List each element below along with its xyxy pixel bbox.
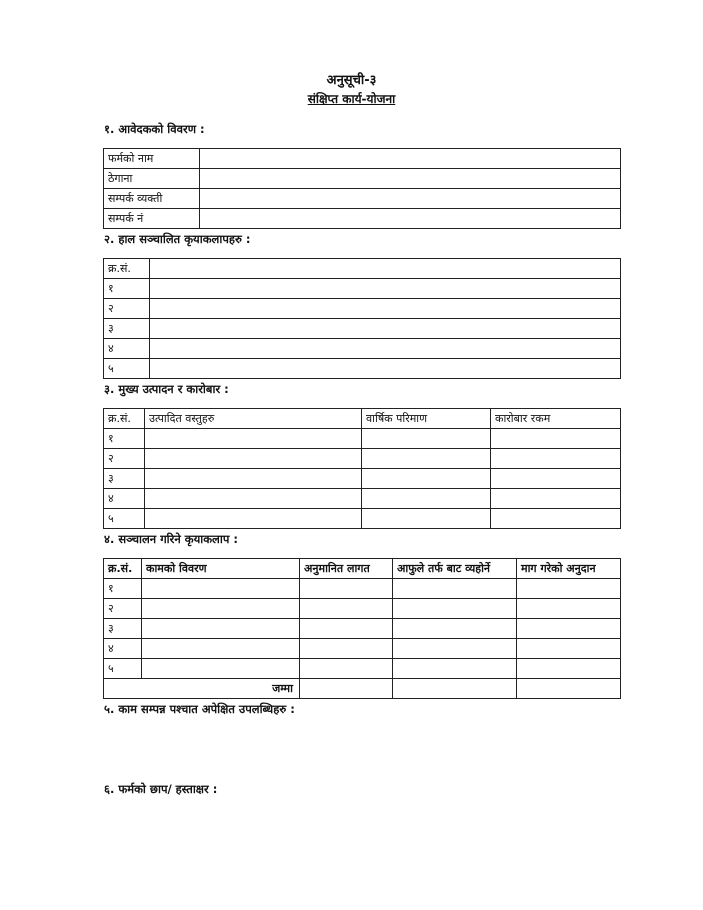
table-row — [104, 579, 621, 599]
table-header-row — [104, 559, 621, 579]
activity-cell[interactable] — [150, 299, 621, 319]
table-row — [104, 509, 621, 529]
table-row — [104, 619, 621, 639]
cell[interactable] — [145, 469, 362, 489]
blank-cell[interactable] — [150, 259, 621, 279]
total-label: जम्मा — [104, 679, 300, 699]
applicant-details-table — [103, 148, 621, 229]
cell[interactable] — [145, 449, 362, 469]
sn-header: क्र.सं. — [104, 259, 150, 279]
table-header-row — [104, 259, 621, 279]
cell[interactable] — [362, 449, 491, 469]
self-contribution-header: आफुले तर्फ बाट व्यहोर्ने — [393, 559, 517, 579]
cell[interactable] — [145, 429, 362, 449]
table-row — [104, 639, 621, 659]
table-row — [104, 209, 621, 229]
section1-heading: १. आवेदकको विवरण : — [104, 122, 205, 136]
cell[interactable] — [300, 579, 393, 599]
contact-person-field[interactable] — [200, 189, 621, 209]
table-row — [104, 469, 621, 489]
firm-name-field[interactable] — [200, 149, 621, 169]
total-self-contribution[interactable] — [393, 679, 517, 699]
main-production-table — [103, 408, 621, 529]
section5-heading: ५. काम सम्पन्न पश्चात अपेक्षित उपलब्धिहरु : — [104, 702, 295, 716]
section3-heading: ३. मुख्य उत्पादन र कारोबार : — [104, 382, 229, 396]
cell[interactable] — [300, 659, 393, 679]
cell[interactable] — [142, 619, 300, 639]
table-row — [104, 299, 621, 319]
row-number: १ — [104, 579, 142, 599]
work-description-header: कामको विवरण — [142, 559, 300, 579]
total-row — [104, 679, 621, 699]
section4-heading: ४. सञ्चालन गरिने कृयाकलाप : — [104, 532, 238, 546]
row-number: ४ — [104, 489, 145, 509]
annual-quantity-header: वार्षिक परिमाण — [362, 409, 491, 429]
firm-name-label: फर्मको नाम — [104, 149, 200, 169]
cell[interactable] — [491, 469, 621, 489]
cell[interactable] — [491, 429, 621, 449]
row-number: ३ — [104, 469, 145, 489]
cell[interactable] — [362, 489, 491, 509]
cell[interactable] — [300, 639, 393, 659]
cell[interactable] — [491, 509, 621, 529]
address-label: ठेगाना — [104, 169, 200, 189]
transaction-amount-header: कारोबार रकम — [491, 409, 621, 429]
row-number: ४ — [104, 639, 142, 659]
requested-grant-header: माग गरेको अनुदान — [517, 559, 621, 579]
row-number: २ — [104, 299, 150, 319]
cell[interactable] — [393, 659, 517, 679]
activity-cell[interactable] — [150, 319, 621, 339]
cell[interactable] — [300, 619, 393, 639]
cell[interactable] — [362, 509, 491, 529]
table-row — [104, 359, 621, 379]
section2-heading: २. हाल सञ्चालित कृयाकलापहरु : — [104, 232, 251, 246]
cell[interactable] — [142, 579, 300, 599]
table-row — [104, 489, 621, 509]
section6-heading: ६. फर्मको छाप/ हस्ताक्षर : — [104, 782, 218, 796]
cell[interactable] — [517, 659, 621, 679]
table-row — [104, 149, 621, 169]
cell[interactable] — [491, 489, 621, 509]
row-number: ५ — [104, 509, 145, 529]
cell[interactable] — [142, 599, 300, 619]
cell[interactable] — [393, 639, 517, 659]
total-estimated-cost[interactable] — [300, 679, 393, 699]
page-subtitle: संक्षिप्त कार्य-योजना — [307, 92, 396, 106]
row-number: १ — [104, 279, 150, 299]
planned-activities-table — [103, 558, 621, 699]
activity-cell[interactable] — [150, 339, 621, 359]
row-number: ४ — [104, 339, 150, 359]
row-number: २ — [104, 599, 142, 619]
row-number: ५ — [104, 659, 142, 679]
address-field[interactable] — [200, 169, 621, 189]
table-row — [104, 189, 621, 209]
cell[interactable] — [362, 429, 491, 449]
cell[interactable] — [393, 579, 517, 599]
products-header: उत्पादित वस्तुहरु — [145, 409, 362, 429]
cell[interactable] — [145, 509, 362, 529]
estimated-cost-header: अनुमानित लागत — [300, 559, 393, 579]
row-number: ३ — [104, 619, 142, 639]
cell[interactable] — [362, 469, 491, 489]
sn-header: क्र.सं. — [104, 409, 145, 429]
table-row — [104, 449, 621, 469]
cell[interactable] — [145, 489, 362, 509]
cell[interactable] — [517, 639, 621, 659]
cell[interactable] — [517, 599, 621, 619]
contact-number-label: सम्पर्क नं — [104, 209, 200, 229]
table-row — [104, 659, 621, 679]
table-row — [104, 169, 621, 189]
table-row — [104, 339, 621, 359]
current-activities-table — [103, 258, 621, 379]
sn-header: क्र.सं. — [104, 559, 142, 579]
cell[interactable] — [142, 659, 300, 679]
table-row — [104, 319, 621, 339]
row-number: २ — [104, 449, 145, 469]
row-number: १ — [104, 429, 145, 449]
table-row — [104, 279, 621, 299]
cell[interactable] — [517, 579, 621, 599]
cell[interactable] — [142, 639, 300, 659]
table-row — [104, 599, 621, 619]
annex-title: अनुसूची-३ — [326, 73, 377, 88]
activity-cell[interactable] — [150, 279, 621, 299]
row-number: ३ — [104, 319, 150, 339]
total-requested-grant[interactable] — [517, 679, 621, 699]
contact-number-field[interactable] — [200, 209, 621, 229]
cell[interactable] — [517, 619, 621, 639]
cell[interactable] — [393, 599, 517, 619]
cell[interactable] — [300, 599, 393, 619]
subtitle-wrap — [0, 90, 703, 107]
cell[interactable] — [393, 619, 517, 639]
activity-cell[interactable] — [150, 359, 621, 379]
row-number: ५ — [104, 359, 150, 379]
cell[interactable] — [491, 449, 621, 469]
contact-person-label: सम्पर्क व्यक्ती — [104, 189, 200, 209]
table-row — [104, 429, 621, 449]
table-header-row — [104, 409, 621, 429]
